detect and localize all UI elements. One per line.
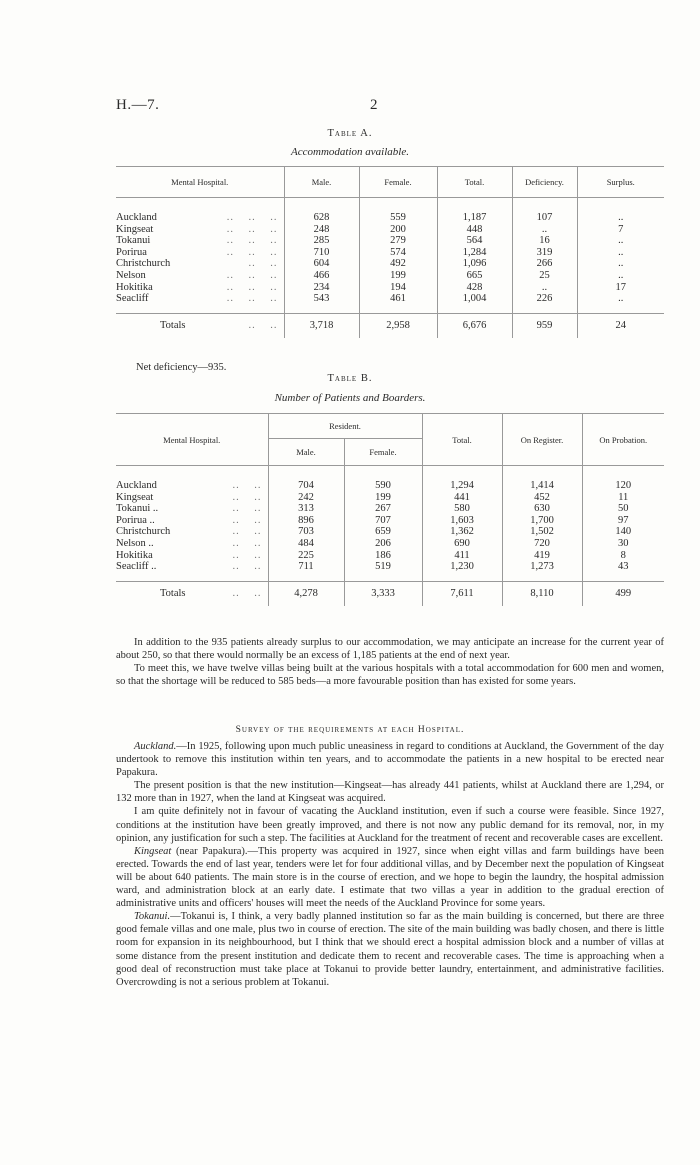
- table-row: [116, 492, 664, 504]
- table-b: [116, 413, 664, 606]
- page-reference: H.—7.: [116, 97, 160, 113]
- cell-total: 564: [437, 235, 512, 247]
- auckland-text-1: —In 1925, following upon much public uneasiness in regard to conditions at Auckland, the Government of the day undertook to remove this institution within ten years, and to accommodate the patients in a new hospital to be erected near Papakura.: [116, 741, 664, 779]
- col-total: Total.: [422, 414, 502, 466]
- tokanui-paragraph: [116, 910, 664, 989]
- cell-female: 461: [359, 293, 437, 305]
- auckland-paragraph-1: [116, 740, 664, 779]
- total-female: 2,958: [359, 313, 437, 338]
- cell-male: 704: [268, 480, 344, 492]
- cell-male: 604: [284, 258, 359, 270]
- cell-female: 659: [344, 526, 422, 538]
- cell-total: 428: [437, 282, 512, 294]
- hospital-name: Hokitika: [116, 549, 153, 561]
- hospital-name-cell: [116, 492, 268, 504]
- leader-dots: .. .. ..: [226, 212, 278, 223]
- total-male: 3,718: [284, 313, 359, 338]
- cell-probation: 140: [582, 526, 664, 538]
- total-register: 8,110: [502, 581, 582, 606]
- hospital-name: Kingseat: [116, 223, 154, 235]
- table-row: [116, 282, 664, 294]
- col-female: Female.: [344, 439, 422, 466]
- cell-probation: 8: [582, 550, 664, 562]
- hospital-name-cell: [116, 526, 268, 538]
- table-row: [116, 247, 664, 259]
- col-mental-hospital: Mental Hospital.: [163, 434, 221, 445]
- hospital-name-cell: [116, 293, 284, 305]
- table-row: [116, 293, 664, 305]
- leader-dots: .. ..: [232, 549, 262, 561]
- table-a-spacer: [116, 305, 664, 314]
- cell-probation: 120: [582, 480, 664, 492]
- cell-total: 1,362: [422, 526, 502, 538]
- table-a-subtitle: Accommodation available.: [291, 146, 409, 158]
- cell-total: 1,187: [437, 212, 512, 224]
- hospital-name-cell: [116, 235, 284, 247]
- cell-total: 1,294: [422, 480, 502, 492]
- table-b-spacer: [116, 573, 664, 582]
- col-resident: Resident.: [268, 414, 422, 439]
- hospital-name-cell: [116, 247, 284, 259]
- col-on-probation: On Probation.: [582, 414, 664, 466]
- col-male: Male.: [268, 439, 344, 466]
- cell-total: 441: [422, 492, 502, 504]
- cell-probation: 97: [582, 515, 664, 527]
- cell-female: 519: [344, 561, 422, 573]
- cell-deficiency: 16: [512, 235, 577, 247]
- totals-row: [116, 313, 664, 338]
- hospital-name-cell: [116, 224, 284, 236]
- leader-dots: .. .. ..: [226, 269, 278, 281]
- cell-male: 703: [268, 526, 344, 538]
- cell-deficiency: 266: [512, 258, 577, 270]
- leader-dots: .. .. ..: [226, 246, 278, 258]
- col-on-register: On Register.: [502, 414, 582, 466]
- table-row: [116, 258, 664, 270]
- leader-dots: .. .. ..: [226, 235, 278, 247]
- hospital-name-cell: [116, 538, 268, 550]
- col-female: Female.: [359, 167, 437, 198]
- cell-male: 466: [284, 270, 359, 282]
- cell-male: 234: [284, 282, 359, 294]
- cell-female: 186: [344, 550, 422, 562]
- table-row: [116, 526, 664, 538]
- cell-male: 225: [268, 550, 344, 562]
- cell-female: 590: [344, 480, 422, 492]
- total-deficiency: 959: [512, 313, 577, 338]
- col-surplus: Surplus.: [577, 167, 664, 198]
- col-deficiency: Deficiency.: [512, 167, 577, 198]
- hospital-name: Kingseat: [116, 491, 154, 503]
- cell-deficiency: 25: [512, 270, 577, 282]
- cell-male: 484: [268, 538, 344, 550]
- cell-total: 1,230: [422, 561, 502, 573]
- table-a-header-row: [116, 167, 664, 198]
- col-mental-hospital: Mental Hospital.: [171, 177, 229, 187]
- cell-deficiency: 319: [512, 247, 577, 259]
- cell-male: 242: [268, 492, 344, 504]
- cell-surplus: 7: [577, 224, 664, 236]
- table-b-spacer: [116, 466, 664, 481]
- totals-row: [116, 581, 664, 606]
- cell-deficiency: 107: [512, 212, 577, 224]
- table-row: [116, 503, 664, 515]
- cell-female: 279: [359, 235, 437, 247]
- table-row: [116, 224, 664, 236]
- hospital-name: Auckland: [116, 480, 157, 491]
- totals-label-cell: [116, 313, 284, 338]
- col-total: Total.: [437, 167, 512, 198]
- hospital-name: Tokanui: [116, 235, 151, 247]
- table-row: [116, 270, 664, 282]
- hospital-name: Nelson ..: [116, 537, 154, 549]
- cell-surplus: ..: [577, 212, 664, 224]
- total-male: 4,278: [268, 581, 344, 606]
- hospital-name-cell: [116, 503, 268, 515]
- table-a-spacer: [116, 198, 664, 213]
- hospital-name-cell: [116, 480, 268, 492]
- cell-female: 199: [359, 270, 437, 282]
- auckland-paragraph-2: The present position is that the new institution—Kingseat—has already 441 patients, whilst at Auckland there are 1,294, or 132 more than in 1927, when the land at Kingseat was acquired.: [116, 780, 664, 805]
- cell-total: 1,096: [437, 258, 512, 270]
- total-probation: 499: [582, 581, 664, 606]
- cell-female: 559: [359, 212, 437, 224]
- table-b-caption: Table B.: [327, 373, 373, 384]
- cell-register: 630: [502, 503, 582, 515]
- cell-surplus: 17: [577, 282, 664, 294]
- cell-female: 200: [359, 224, 437, 236]
- leader-dots: .. ..: [232, 480, 262, 491]
- page-number: 2: [370, 97, 378, 113]
- hospital-name: Tokanui ..: [116, 503, 159, 515]
- table-row: [116, 550, 664, 562]
- totals-label: Totals: [160, 320, 186, 332]
- table-row: [116, 212, 664, 224]
- paragraph-2: To meet this, we have twelve villas being built at the various hospitals with a total accommodation for 600 men and women, so that the shortage will be reduced to 585 beds—a more favourable position than has existed for some years.: [116, 663, 664, 688]
- leader-dots: .. ..: [232, 561, 262, 573]
- totals-label: Totals: [160, 588, 186, 600]
- cell-total: 411: [422, 550, 502, 562]
- hospital-name: Porirua ..: [116, 514, 155, 526]
- cell-total: 665: [437, 270, 512, 282]
- cell-register: 452: [502, 492, 582, 504]
- table-b-header-row-1: [116, 414, 664, 439]
- hospital-name: Seacliff ..: [116, 561, 157, 573]
- table-row: [116, 538, 664, 550]
- hospital-name-cell: [116, 212, 284, 224]
- table-row: [116, 561, 664, 573]
- hospital-name-cell: [116, 282, 284, 294]
- cell-male: 285: [284, 235, 359, 247]
- cell-register: 1,502: [502, 526, 582, 538]
- auckland-paragraph-3: I am quite definitely not in favour of vacating the Auckland institution, even if such a course were feasible. Since 1927, conditions at the institution have been greatly improved, and there is not now any public demand for its removal, nor, in my opinion, any justification for such a step. The facilities at Auckland for the treatment of recent and recoverable cases are excellent.: [116, 806, 664, 844]
- table-row: [116, 480, 664, 492]
- hospital-name-cell: [116, 550, 268, 562]
- hospital-name-cell: [116, 515, 268, 527]
- leader-dots: .. .. ..: [226, 223, 278, 235]
- leader-dots: .. ..: [232, 491, 262, 503]
- total-total: 6,676: [437, 313, 512, 338]
- table-row: [116, 235, 664, 247]
- cell-total: 1,603: [422, 515, 502, 527]
- cell-total: 580: [422, 503, 502, 515]
- cell-female: 707: [344, 515, 422, 527]
- cell-surplus: ..: [577, 258, 664, 270]
- net-deficiency: Net deficiency—935.: [136, 362, 227, 373]
- cell-female: 194: [359, 282, 437, 294]
- table-b-subtitle: Number of Patients and Boarders.: [274, 392, 426, 404]
- hospital-name-cell: [116, 258, 284, 270]
- kingseat-label: Kingseat: [134, 845, 172, 857]
- cell-register: 1,414: [502, 480, 582, 492]
- hospital-name: Porirua: [116, 246, 147, 258]
- cell-total: 1,284: [437, 247, 512, 259]
- survey-section: [116, 740, 664, 989]
- tokanui-label: Tokanui.: [134, 911, 171, 923]
- leader-dots: .. .. ..: [226, 281, 278, 293]
- cell-male: 543: [284, 293, 359, 305]
- col-male: Male.: [284, 167, 359, 198]
- hospital-name: Christchurch: [116, 526, 171, 538]
- leader-dots: .. ..: [232, 537, 262, 549]
- cell-male: 896: [268, 515, 344, 527]
- table-row: [116, 515, 664, 527]
- cell-male: 711: [268, 561, 344, 573]
- leader-dots: .. .. ..: [226, 293, 278, 305]
- kingseat-text: (near Papakura).—This property was acquired in 1927, since when eight villas and farm buildings have been erected. Towards the end of last year, tenders were let for four additional villas, and by December next the population of Kingseat will be about 640 patients. The main store is in the course of erection, and we hope to begin the laundry, the hospital admission ward, and administration block at an early date. I estimate that two villas a year in addition to the gradual erection of administrative units and officers' houses will meet the needs of the Auckland Province for some years.: [116, 845, 664, 910]
- total-surplus: 24: [577, 313, 664, 338]
- cell-deficiency: 226: [512, 293, 577, 305]
- tokanui-text: —Tokanui is, I think, a very badly planned institution so far as the main building is concerned, but there are three good female villas and one male, plus two in course of erection. The site of the main building was badly chosen, and there is little room for expansion in its neighbourhood, but I think that we should erect a hospital admission block and a number of villas at some distance from the present institution and dedicate them to recent and recoverable cases. The time is approaching when a good deal of reconstruction must take place at Tokanui to provide better laundry, entertainment, and administrative facilities. Overcrowding is not a serious problem at Tokanui.: [116, 911, 664, 988]
- cell-probation: 50: [582, 503, 664, 515]
- leader-dots: .. ..: [248, 320, 278, 332]
- hospital-name: Hokitika: [116, 281, 153, 293]
- cell-probation: 30: [582, 538, 664, 550]
- paragraph-1: In addition to the 935 patients already surplus to our accommodation, we may anticipate an increase for the current year of about 250, so that there would normally be an excess of 1,185 patients at the end of next year.: [116, 637, 664, 662]
- leader-dots: .. ..: [248, 258, 278, 270]
- kingseat-paragraph: [116, 845, 664, 910]
- cell-female: 574: [359, 247, 437, 259]
- paragraph-surplus: [116, 636, 664, 688]
- cell-surplus: ..: [577, 270, 664, 282]
- totals-label-cell: [116, 581, 268, 606]
- hospital-name: Nelson: [116, 269, 146, 281]
- cell-register: 720: [502, 538, 582, 550]
- cell-male: 710: [284, 247, 359, 259]
- cell-deficiency: ..: [512, 224, 577, 236]
- auckland-label: Auckland.: [134, 741, 177, 752]
- cell-male: 313: [268, 503, 344, 515]
- cell-female: 199: [344, 492, 422, 504]
- table-a: [116, 166, 664, 338]
- cell-register: 1,273: [502, 561, 582, 573]
- cell-surplus: ..: [577, 247, 664, 259]
- hospital-name-cell: [116, 561, 268, 573]
- cell-male: 628: [284, 212, 359, 224]
- cell-female: 267: [344, 503, 422, 515]
- cell-deficiency: ..: [512, 282, 577, 294]
- cell-male: 248: [284, 224, 359, 236]
- hospital-name: Auckland: [116, 212, 157, 223]
- cell-total: 690: [422, 538, 502, 550]
- cell-female: 492: [359, 258, 437, 270]
- hospital-name-cell: [116, 270, 284, 282]
- cell-register: 1,700: [502, 515, 582, 527]
- total-female: 3,333: [344, 581, 422, 606]
- leader-dots: .. ..: [232, 503, 262, 515]
- cell-probation: 11: [582, 492, 664, 504]
- leader-dots: .. ..: [232, 588, 262, 600]
- cell-total: 448: [437, 224, 512, 236]
- leader-dots: .. ..: [232, 526, 262, 538]
- cell-probation: 43: [582, 561, 664, 573]
- cell-surplus: ..: [577, 293, 664, 305]
- total-total: 7,611: [422, 581, 502, 606]
- hospital-name: Christchurch: [116, 258, 171, 270]
- survey-heading: Survey of the requirements at each Hospital.: [235, 725, 465, 735]
- hospital-name: Seacliff: [116, 293, 149, 305]
- table-a-caption: Table A.: [327, 128, 373, 139]
- leader-dots: .. ..: [232, 514, 262, 526]
- cell-surplus: ..: [577, 235, 664, 247]
- cell-total: 1,004: [437, 293, 512, 305]
- cell-register: 419: [502, 550, 582, 562]
- cell-female: 206: [344, 538, 422, 550]
